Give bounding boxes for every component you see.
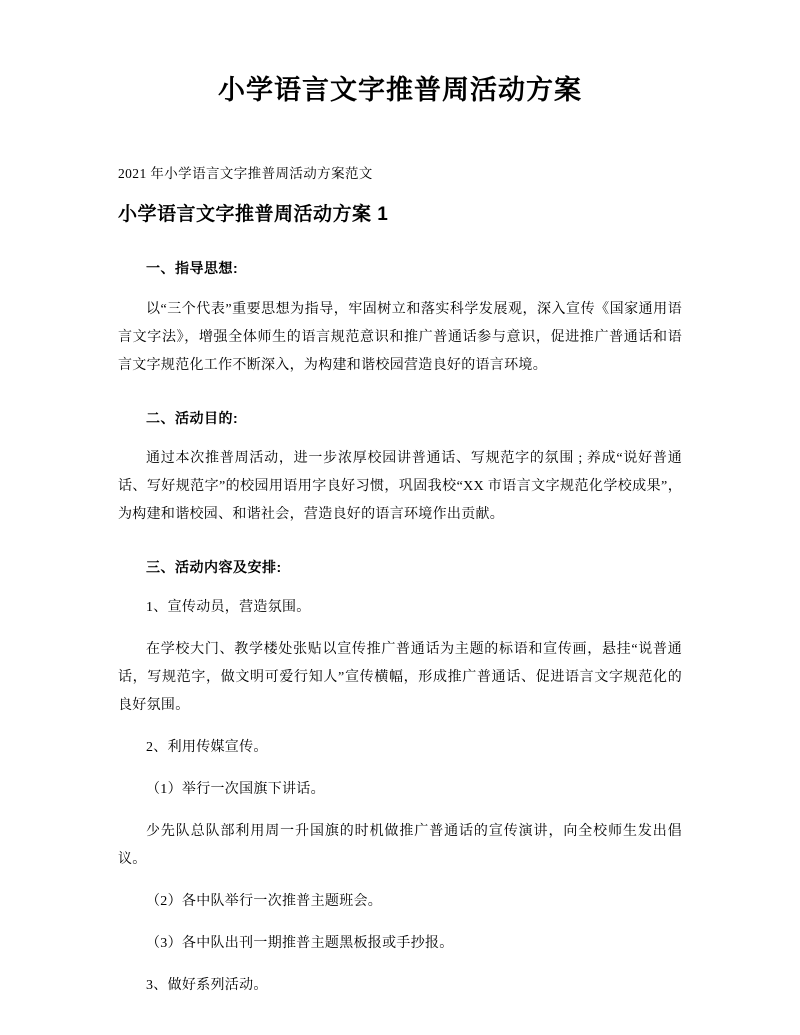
document-meta: 2021 年小学语言文字推普周活动方案范文 [118, 165, 373, 181]
paragraph-item-2-sub-3: （3）各中队出刊一期推普主题黑板报或手抄报。 [146, 936, 454, 952]
paragraph-item-2-sub-2: （2）各中队举行一次推普主题班会。 [146, 894, 383, 910]
section-heading-guiding-thought: 一、指导思想: [146, 260, 239, 277]
paragraph-guiding-thought: 以“三个代表”重要思想为指导，牢固树立和落实科学发展观，深入宣传《国家通用语言文字法》，增强全体师生的语言规范意识和推广普通话参与意识，促进推广普通话和语言文字规范化工作不断深入，为构建和谐校园营造良好的语言环境。 [118, 301, 682, 373]
paragraph-item-1-detail: 在学校大门、教学楼处张贴以宣传推广普通话为主题的标语和宣传画，悬挂“说普通话，写规范字，做文明可爱行知人”宣传横幅，形成推广普通话、促进语言文字规范化的良好氛围。 [118, 642, 682, 714]
paragraph-activity-purpose: 通过本次推普周活动，进一步浓厚校园讲普通话、写规范字的氛围 ; 养成“说好普通话、写好规范字”的校园用语用字良好习惯，巩固我校“XX 市语言文字规范化学校成果”，为构建和谐校园、和谐社会，营造良好的语言环境作出贡献。 [118, 450, 682, 522]
paragraph-item-2-sub-1-detail: 少先队总队部利用周一升国旗的时机做推广普通话的宣传演讲，向全校师生发出倡议。 [118, 824, 682, 868]
page-title: 小学语言文字推普周活动方案 [218, 75, 582, 105]
paragraph-item-3: 3、做好系列活动。 [146, 978, 268, 994]
paragraph-item-1: 1、宣传动员，营造氛围。 [146, 600, 311, 616]
document-subtitle: 小学语言文字推普周活动方案 1 [118, 204, 389, 226]
paragraph-item-2: 2、利用传媒宣传。 [146, 740, 268, 756]
section-heading-activity-purpose: 二、活动目的: [146, 409, 239, 426]
paragraph-item-2-sub-1: （1）举行一次国旗下讲话。 [146, 782, 325, 798]
section-heading-activity-content: 三、活动内容及安排: [146, 558, 282, 575]
document-body [0, 162, 800, 1000]
